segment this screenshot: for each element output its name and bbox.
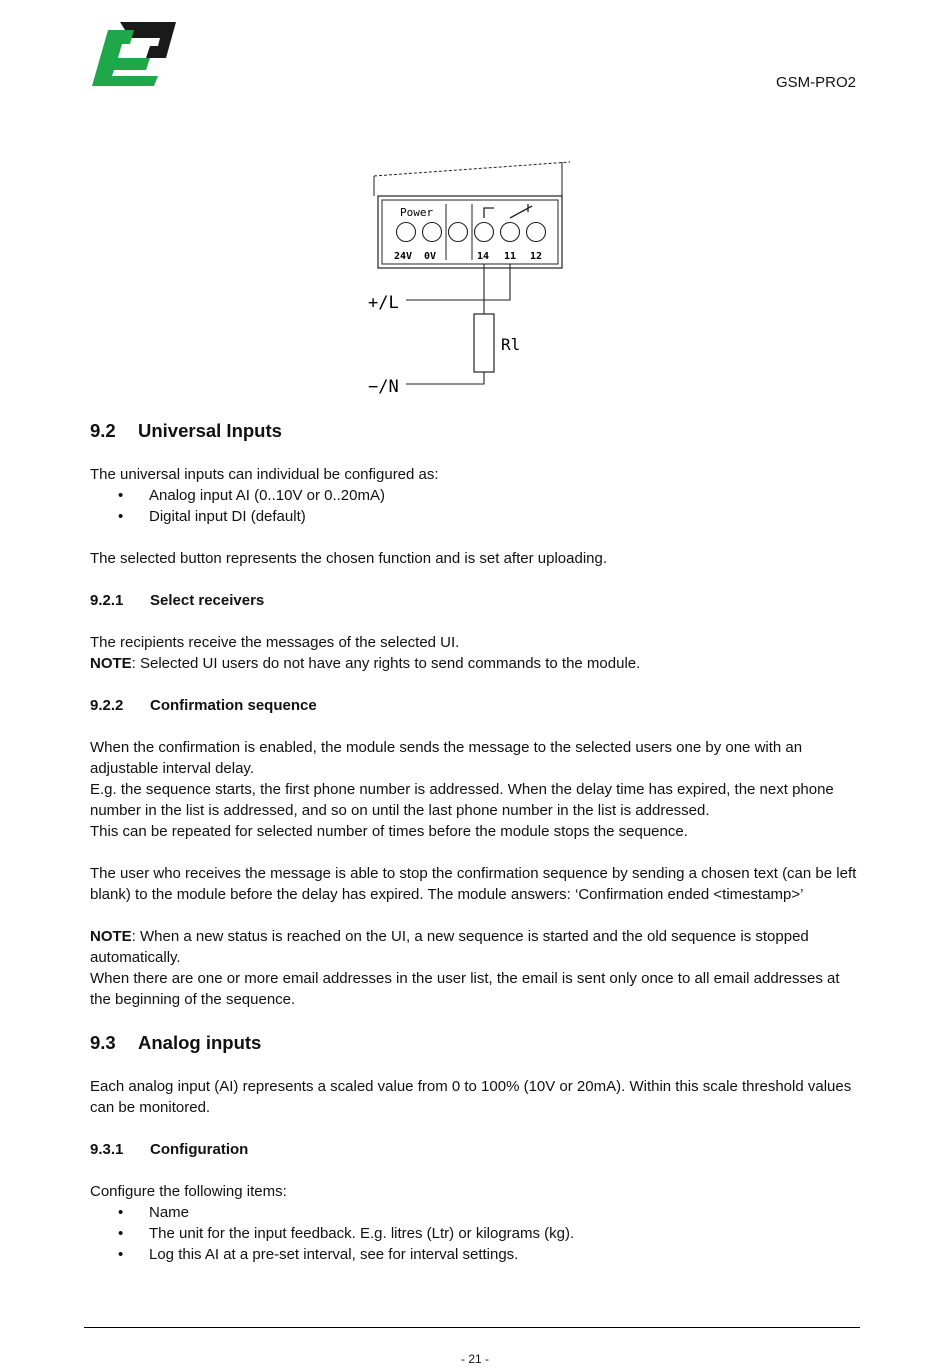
terminal-14 xyxy=(475,223,494,242)
page-number: - 21 - xyxy=(460,1352,489,1366)
label-0v: 0V xyxy=(424,251,437,262)
list-item: • Analog input AI (0..10V or 0..20mA) xyxy=(90,485,860,506)
list-item: • Log this AI at a pre-set interval, see for interval settings. xyxy=(90,1244,860,1265)
terminal-24v xyxy=(397,223,416,242)
confirmation-p4: The user who receives the message is able to stop the confirmation sequence by sending a chosen text (can be left blank) to the module before the delay has expired. The module answers: ‘Confirmation ended <timestamp>’ xyxy=(90,865,857,903)
confirmation-p5: When there are one or more email addresses in the user list, the email is sent only once to all email addresses at the beginning of the sequence. xyxy=(90,970,840,1008)
minus-n-label: −/N xyxy=(368,377,399,397)
universal-inputs-intro: The universal inputs can individual be configured as: xyxy=(90,466,439,483)
label-12: 12 xyxy=(530,251,543,262)
label-14: 14 xyxy=(477,251,490,262)
document-code: GSM-PRO2 xyxy=(775,74,856,91)
heading-analog-inputs: 9.3 Analog inputs xyxy=(90,1032,262,1053)
terminal-12 xyxy=(527,223,546,242)
select-receivers-note: NOTE: Selected UI users do not have any rights to send commands to the module. xyxy=(90,655,641,672)
footer-divider xyxy=(84,1327,860,1328)
list-item: • The unit for the input feedback. E.g. litres (Ltr) or kilograms (kg). xyxy=(90,1223,860,1244)
relay-symbol xyxy=(484,204,532,218)
terminal-0v xyxy=(423,223,442,242)
list-item: • Name xyxy=(90,1202,860,1223)
wiring-diagram xyxy=(360,158,580,403)
terminal-11 xyxy=(501,223,520,242)
universal-inputs-list xyxy=(90,485,860,527)
select-receivers-text: The recipients receive the messages of the selected UI. xyxy=(90,634,460,651)
confirmation-p1: When the confirmation is enabled, the module sends the message to the selected users one by one with an adjustable interval delay. xyxy=(90,739,803,777)
power-label: Power xyxy=(400,206,434,219)
list-item: • Digital input DI (default) xyxy=(90,506,860,527)
analog-inputs-text: Each analog input (AI) represents a scaled value from 0 to 100% (10V or 20mA). Within this scale threshold values can be monitored. xyxy=(90,1078,852,1116)
configuration-intro: Configure the following items: xyxy=(90,1183,287,1200)
load-resistor xyxy=(474,314,494,372)
configuration-list xyxy=(90,1202,860,1265)
heading-universal-inputs: 9.2 Universal Inputs xyxy=(90,420,282,441)
label-24v: 24V xyxy=(394,251,413,262)
universal-inputs-note: The selected button represents the chosen function and is set after uploading. xyxy=(90,550,608,567)
heading-confirmation-sequence: 9.2.2 Confirmation sequence xyxy=(90,697,317,714)
terminal-blank xyxy=(449,223,468,242)
confirmation-note: NOTE: When a new status is reached on the UI, a new sequence is started and the old sequence is stopped automatically. xyxy=(90,928,809,966)
heading-configuration: 9.3.1 Configuration xyxy=(90,1141,249,1158)
heading-select-receivers: 9.2.1 Select receivers xyxy=(90,592,265,609)
company-logo xyxy=(88,20,180,88)
plus-l-label: +/L xyxy=(368,293,399,313)
label-11: 11 xyxy=(504,251,517,262)
page-content xyxy=(90,418,860,1265)
confirmation-p2: E.g. the sequence starts, the first phone number is addressed. When the delay time has expired, the next phone number in the list is addressed, and so on until the last phone number in the list is addressed. xyxy=(90,781,834,819)
logo-green-stroke xyxy=(92,30,158,86)
confirmation-p3: This can be repeated for selected number of times before the module stops the sequence. xyxy=(90,823,688,840)
load-label: Rl xyxy=(501,335,521,354)
